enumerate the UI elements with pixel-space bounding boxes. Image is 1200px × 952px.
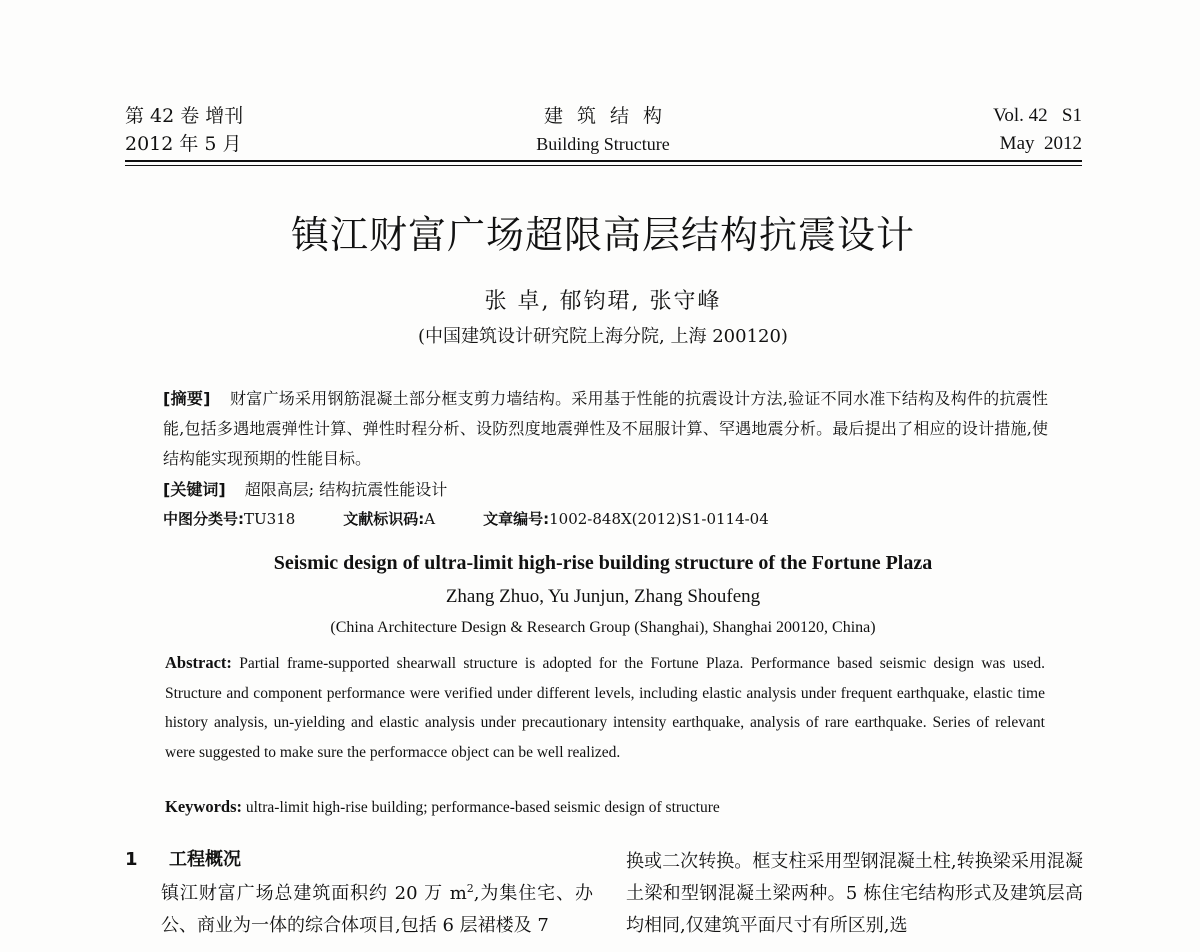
right-text: 换或二次转换。框支柱采用型钢混凝土柱,转换梁采用混凝土梁和型钢混凝土梁两种。5 栋住宅结构形式及建筑层高均相同,仅建筑平面尺寸有所区别,选 — [626, 851, 1083, 936]
affiliation-cn: (中国建筑设计研究院上海分院, 上海 200120) — [418, 326, 788, 347]
abstract-text-en: Partial frame-supported shearwall structure is adopted for the Fortune Plaza. Performance based seismic design was used. Structure and component performance were verified under different levels, including elastic analysis under frequent earthquake, elastic time history analysis, un-yielding and elastic analysis under precautionary intensity earthquake, analysis of rare earthquake. Series of relevant were suggested to make sure the performacce object can be well realized. — [165, 655, 1046, 761]
section-title: 工程概况 — [169, 849, 241, 870]
journal-name-en: Building Structure — [536, 134, 670, 154]
left-text-a: 镇江财富广场总建筑面积约 20 万 m — [161, 883, 467, 904]
date-en: May 2012 — [999, 133, 1082, 154]
journal-name-cn: 建筑结构 — [543, 105, 676, 127]
keywords-label-en: Keywords: — [165, 797, 242, 816]
keywords-label-cn: [关键词] — [163, 480, 226, 499]
keywords-cn — [163, 478, 447, 502]
affiliation-en: (China Architecture Design & Research Group (Shanghai), Shanghai 200120, China) — [330, 619, 876, 636]
superscript: 2 — [466, 882, 474, 895]
section-heading — [125, 846, 241, 874]
classification-line — [163, 507, 769, 531]
paper-title-cn: 镇江财富广场超限高层结构抗震设计 — [290, 213, 915, 257]
doc-label: 文献标识码: — [343, 510, 425, 528]
abstract-en — [165, 648, 1045, 767]
keywords-text-cn: 超限高层; 结构抗震性能设计 — [244, 480, 448, 499]
left-text-b: ,为集住宅、办公、商业为一体的综合体项目,包括 6 层裙楼及 7 — [161, 883, 593, 936]
article-value: 1002-848X(2012)S1-0114-04 — [549, 510, 769, 528]
authors-cn: 张 卓, 郁钧珺, 张守峰 — [484, 289, 722, 314]
header-rule-thick — [125, 160, 1082, 162]
section-number: 1 — [125, 849, 138, 870]
doc-value: A — [424, 510, 436, 528]
authors-en: Zhang Zhuo, Yu Junjun, Zhang Shoufeng — [445, 586, 761, 607]
article-label: 文章编号: — [483, 510, 550, 528]
abstract-text-cn: 财富广场采用钢筋混凝土部分框支剪力墙结构。采用基于性能的抗震设计方法,验证不同水准下结构及构件的抗震性能,包括多遇地震弹性计算、弹性时程分析、设防烈度地震弹性及不屈服计算、罕遇地震分析。最后提出了相应的设计措施,使结构能实现预期的性能目标。 — [163, 389, 1048, 468]
abstract-cn — [163, 384, 1048, 474]
abstract-label-cn: [摘要] — [163, 389, 211, 408]
class-label: 中图分类号: — [163, 510, 244, 528]
keywords-en — [165, 795, 720, 820]
paragraph — [125, 878, 593, 942]
volume-en: Vol. 42 S1 — [993, 105, 1082, 126]
paper-title-en: Seismic design of ultra-limit high-rise building structure of the Fortune Plaza — [273, 552, 933, 574]
header-right — [993, 102, 1082, 158]
date-cn: 2012 年 5 月 — [125, 133, 242, 155]
abstract-label-en: Abstract: — [165, 653, 232, 672]
class-value: TU318 — [244, 510, 296, 528]
header-rule-thin — [125, 165, 1082, 166]
body-column-left — [125, 878, 593, 942]
volume-cn: 第 42 卷 增刊 — [125, 105, 244, 127]
body-column-right — [626, 846, 1083, 942]
keywords-text-en: ultra-limit high-rise building; performance-based seismic design of structure — [245, 799, 720, 816]
